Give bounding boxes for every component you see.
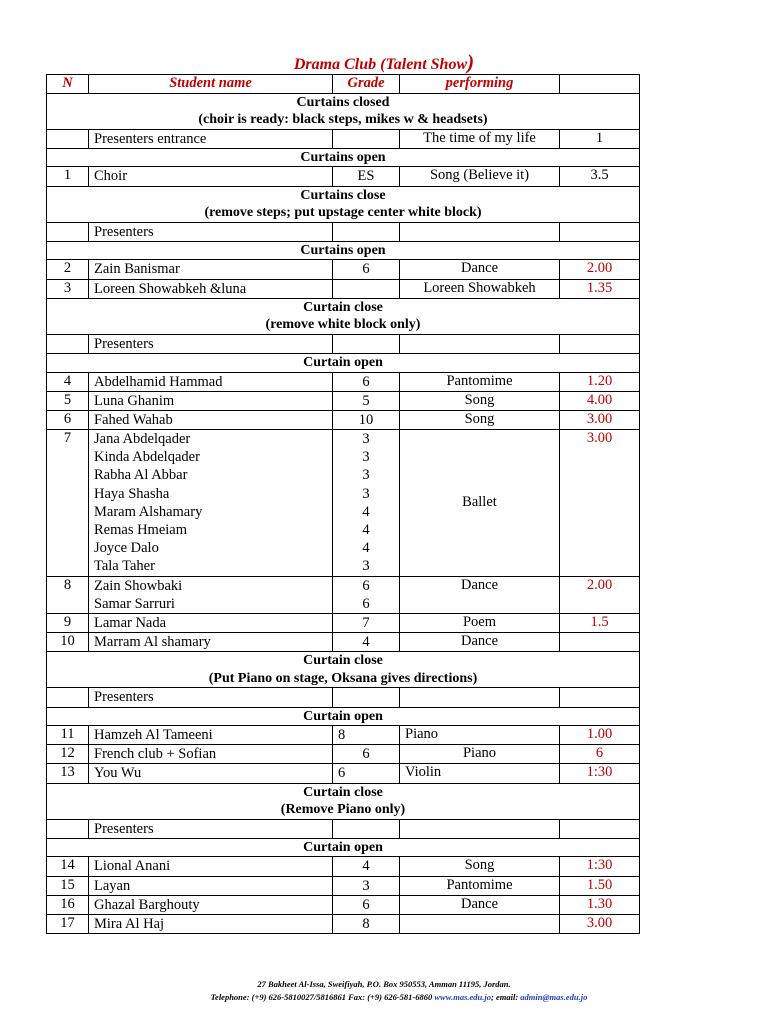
grade-value: 6 [362, 746, 370, 763]
row-number [47, 129, 89, 148]
grade-cell [333, 633, 400, 652]
table-row [47, 260, 640, 279]
grade-value: 4 [362, 503, 370, 520]
section-row [47, 186, 640, 222]
row-number: 12 [47, 745, 89, 764]
row-number: 5 [47, 391, 89, 410]
student-name: Joyce Dalo [94, 540, 159, 557]
section-line: (remove white block only) [265, 317, 421, 333]
student-names-cell [89, 613, 333, 632]
grade-value: 6 [362, 595, 370, 612]
table-row [47, 167, 640, 186]
time-cell: 1 [560, 129, 640, 148]
section-cell [47, 838, 640, 857]
student-names-cell [89, 334, 333, 353]
time-cell: 1.20 [560, 372, 640, 391]
grade-value: 4 [362, 634, 370, 651]
table-row [47, 726, 640, 745]
table-row [47, 129, 640, 148]
student-names-cell [89, 819, 333, 838]
student-name: Samar Sarruri [94, 595, 175, 612]
student-names-cell [89, 129, 333, 148]
student-name: Mira Al Haj [94, 916, 165, 932]
grade-value: 3 [362, 467, 370, 484]
grade-cell [333, 167, 400, 186]
footer-address: 27 Bakheet Al-Issa, Sweifiyah, P.O. Box 950553, Amman 11195, Jordan. [257, 979, 511, 989]
row-number: 6 [47, 410, 89, 429]
grade-cell [333, 726, 400, 745]
student-name: Haya Shasha [94, 485, 170, 502]
student-name: Tala Taher [94, 558, 155, 575]
section-cell [47, 93, 640, 129]
student-name: Fahed Wahab [94, 411, 173, 428]
grade-cell [333, 279, 400, 298]
section-row [47, 298, 640, 334]
time-cell: 3.00 [560, 410, 640, 429]
header-number: N [47, 75, 89, 94]
grade-cell [333, 613, 400, 632]
performance-cell: Song [400, 857, 560, 876]
performance-cell: Loreen Showabkeh [400, 279, 560, 298]
footer-email-label: ; email: [491, 991, 521, 1002]
time-cell [560, 334, 640, 353]
time-cell: 2.00 [560, 260, 640, 279]
section-row [47, 353, 640, 372]
student-name: Zain Showbaki [94, 577, 183, 594]
student-name: Maram Alshamary [94, 503, 203, 520]
student-name: Zain Banismar [94, 261, 180, 278]
grade-cell [333, 876, 400, 895]
student-name: Lamar Nada [94, 614, 167, 631]
section-line: Curtains close [300, 187, 386, 203]
program-table [46, 74, 640, 934]
time-cell: 1.50 [560, 876, 640, 895]
footer-contact [0, 991, 768, 1004]
grade-value: 3 [362, 485, 370, 502]
grade-value: 3 [362, 558, 370, 575]
grade-value: 3 [362, 431, 370, 448]
table-row [47, 372, 640, 391]
section-row [47, 652, 640, 688]
table-row [47, 688, 640, 707]
student-name: Jana Abdelqader [94, 431, 191, 448]
section-cell [47, 298, 640, 334]
student-names-cell [89, 633, 333, 652]
website-link[interactable]: www.mas.edu.jo [434, 991, 491, 1002]
grade-cell [333, 410, 400, 429]
student-names-cell [89, 915, 333, 934]
student-name: Rabha Al Abbar [94, 467, 188, 484]
performance-cell: Dance [400, 633, 560, 652]
performance-cell: Dance [400, 895, 560, 914]
student-name: Presenters [94, 689, 154, 706]
row-number: 8 [47, 576, 89, 613]
table-row [47, 876, 640, 895]
header-time [560, 75, 640, 94]
time-cell [560, 688, 640, 707]
table-row [47, 895, 640, 914]
section-line: Curtain open [303, 708, 383, 724]
table-row [47, 915, 640, 934]
header-student-name: Student name [89, 75, 333, 94]
grade-value: 6 [362, 373, 370, 390]
student-name: Layan [94, 877, 131, 894]
time-cell: 3.5 [560, 167, 640, 186]
section-line: (Remove Piano only) [280, 802, 406, 818]
title-paren: ) [467, 50, 475, 74]
grade-cell [333, 576, 400, 613]
grade-value [336, 223, 396, 241]
table-row [47, 391, 640, 410]
student-names-cell [89, 745, 333, 764]
section-line: Curtain open [303, 839, 383, 855]
performance-cell [400, 688, 560, 707]
performance-cell: Song (Believe it) [400, 167, 560, 186]
header-grade: Grade [333, 75, 400, 94]
performance-cell: Poem [400, 613, 560, 632]
student-name: Marram Al shamary [94, 634, 211, 651]
table-row [47, 857, 640, 876]
time-cell: 4.00 [560, 391, 640, 410]
student-names-cell [89, 576, 333, 613]
section-line: Curtain close [303, 299, 383, 315]
student-name: Choir [94, 168, 128, 185]
grade-value: ES [357, 168, 375, 185]
performance-cell: Piano [400, 745, 560, 764]
section-line: Curtains closed [296, 94, 390, 110]
student-names-cell [89, 410, 333, 429]
time-cell: 3.00 [560, 430, 640, 577]
grade-value [336, 130, 396, 148]
grade-value: 3 [362, 877, 370, 894]
section-line: Curtain close [303, 653, 383, 669]
table-row [47, 430, 640, 577]
student-names-cell [89, 688, 333, 707]
row-number: 17 [47, 915, 89, 934]
time-cell [560, 819, 640, 838]
row-number [47, 688, 89, 707]
program-body [47, 93, 640, 934]
section-cell [47, 783, 640, 819]
section-line: (choir is ready: black steps, mikes w & headsets) [198, 112, 488, 128]
grade-value: 6 [362, 896, 370, 913]
section-line: Curtains open [300, 242, 386, 258]
table-row [47, 764, 640, 783]
table-row [47, 745, 640, 764]
section-row [47, 707, 640, 726]
student-name: Presenters entrance [94, 130, 207, 147]
grade-value [336, 280, 396, 298]
student-name: Loreen Showabkeh &luna [94, 280, 247, 297]
time-cell: 2.00 [560, 576, 640, 613]
student-name: Presenters [94, 820, 154, 837]
footer [0, 978, 768, 1003]
time-cell [560, 222, 640, 241]
row-number: 16 [47, 895, 89, 914]
section-row [47, 93, 640, 129]
table-row [47, 819, 640, 838]
grade-cell [333, 819, 400, 838]
row-number: 13 [47, 764, 89, 783]
grade-value: 6 [362, 577, 370, 594]
student-names-cell [89, 764, 333, 783]
title-text: Drama Club (Talent Show [293, 56, 468, 73]
student-names-cell [89, 857, 333, 876]
grade-value [336, 820, 396, 838]
time-cell: 1.5 [560, 613, 640, 632]
student-name: Ghazal Barghouty [94, 896, 200, 913]
grade-cell [333, 129, 400, 148]
table-row [47, 222, 640, 241]
grade-cell [333, 915, 400, 934]
row-number: 9 [47, 613, 89, 632]
section-cell [47, 652, 640, 688]
student-name: Remas Hmeiam [94, 522, 188, 538]
grade-cell [333, 895, 400, 914]
section-cell [47, 186, 640, 222]
section-cell [47, 148, 640, 167]
performance-cell [400, 334, 560, 353]
table-row [47, 279, 640, 298]
performance-cell: Dance [400, 576, 560, 613]
grade-value: 4 [362, 858, 370, 875]
grade-value [336, 335, 396, 353]
row-number [47, 222, 89, 241]
row-number: 7 [47, 430, 89, 577]
student-name: You Wu [94, 765, 142, 782]
document-title [0, 50, 768, 75]
grade-cell [333, 688, 400, 707]
header-performing: performing [400, 75, 560, 94]
performance-cell: Pantomime [400, 876, 560, 895]
grade-cell [333, 334, 400, 353]
student-names-cell [89, 430, 333, 577]
performance-cell: Pantomime [400, 372, 560, 391]
student-names-cell [89, 391, 333, 410]
row-number: 4 [47, 372, 89, 391]
table-row [47, 334, 640, 353]
section-cell [47, 241, 640, 260]
grade-value: 8 [362, 916, 370, 932]
grade-cell [333, 222, 400, 241]
time-cell: 6 [560, 745, 640, 764]
grade-value: 4 [362, 540, 370, 557]
student-name: Abdelhamid Hammad [94, 373, 223, 390]
student-names-cell [89, 895, 333, 914]
student-names-cell [89, 260, 333, 279]
grade-cell [333, 764, 400, 783]
student-names-cell [89, 876, 333, 895]
performance-cell: Ballet [400, 430, 560, 577]
section-row [47, 838, 640, 857]
row-number: 2 [47, 260, 89, 279]
section-row [47, 241, 640, 260]
time-cell: 1.30 [560, 895, 640, 914]
grade-value: 10 [358, 411, 374, 428]
section-line: (remove steps; put upstage center white block) [204, 205, 482, 221]
grade-cell [333, 430, 400, 577]
performance-cell: The time of my life [400, 129, 560, 148]
time-cell: 3.00 [560, 915, 640, 934]
student-names-cell [89, 222, 333, 241]
row-number: 11 [47, 726, 89, 745]
student-names-cell [89, 372, 333, 391]
table-row [47, 633, 640, 652]
grade-cell [333, 372, 400, 391]
row-number [47, 334, 89, 353]
grade-cell [333, 857, 400, 876]
student-name: Hamzeh Al Tameeni [94, 727, 213, 744]
row-number: 10 [47, 633, 89, 652]
email-link[interactable]: admin@mas.edu.jo [520, 991, 588, 1002]
grade-value: 7 [362, 614, 370, 631]
section-row [47, 783, 640, 819]
section-row [47, 148, 640, 167]
student-name: Presenters [94, 223, 154, 240]
section-line: Curtain open [303, 354, 383, 370]
grade-cell [333, 260, 400, 279]
table-row [47, 410, 640, 429]
student-names-cell [89, 279, 333, 298]
student-name: Luna Ghanim [94, 392, 175, 409]
performance-cell: Song [400, 391, 560, 410]
section-line: Curtains open [300, 149, 386, 165]
time-cell: 1.00 [560, 726, 640, 745]
grade-cell [333, 391, 400, 410]
table-row [47, 576, 640, 613]
student-name: Lional Anani [94, 858, 171, 875]
student-names-cell [89, 167, 333, 186]
time-cell: 1:30 [560, 764, 640, 783]
section-cell [47, 353, 640, 372]
row-number: 3 [47, 279, 89, 298]
time-cell [560, 633, 640, 652]
grade-value: 6 [338, 765, 346, 782]
performance-cell [400, 819, 560, 838]
student-name: Kinda Abdelqader [94, 449, 200, 466]
row-number [47, 819, 89, 838]
grade-value: 6 [362, 261, 370, 278]
section-line: Curtain close [303, 784, 383, 800]
student-names-cell [89, 726, 333, 745]
section-cell [47, 707, 640, 726]
time-cell: 1.35 [560, 279, 640, 298]
footer-phone: Telephone: (+9) 626-5810027/5816861 Fax: (+9) 626-581-6860 [210, 991, 435, 1002]
grade-value [336, 688, 396, 706]
row-number: 15 [47, 876, 89, 895]
grade-cell [333, 745, 400, 764]
grade-value: 5 [362, 392, 370, 409]
performance-cell [400, 222, 560, 241]
performance-cell: Song [400, 410, 560, 429]
table-row [47, 613, 640, 632]
performance-cell [400, 915, 560, 934]
grade-value: 3 [362, 449, 370, 466]
row-number: 1 [47, 167, 89, 186]
time-cell: 1:30 [560, 857, 640, 876]
row-number: 14 [47, 857, 89, 876]
grade-value: 8 [338, 727, 346, 744]
table-header-row [47, 75, 640, 94]
student-name: French club + Sofian [94, 746, 217, 763]
section-line: (Put Piano on stage, Oksana gives directions) [208, 670, 478, 686]
performance-cell: Violin [400, 764, 560, 783]
performance-cell: Piano [400, 726, 560, 745]
performance-cell: Dance [400, 260, 560, 279]
student-name: Presenters [94, 335, 154, 352]
grade-value: 4 [362, 522, 370, 538]
